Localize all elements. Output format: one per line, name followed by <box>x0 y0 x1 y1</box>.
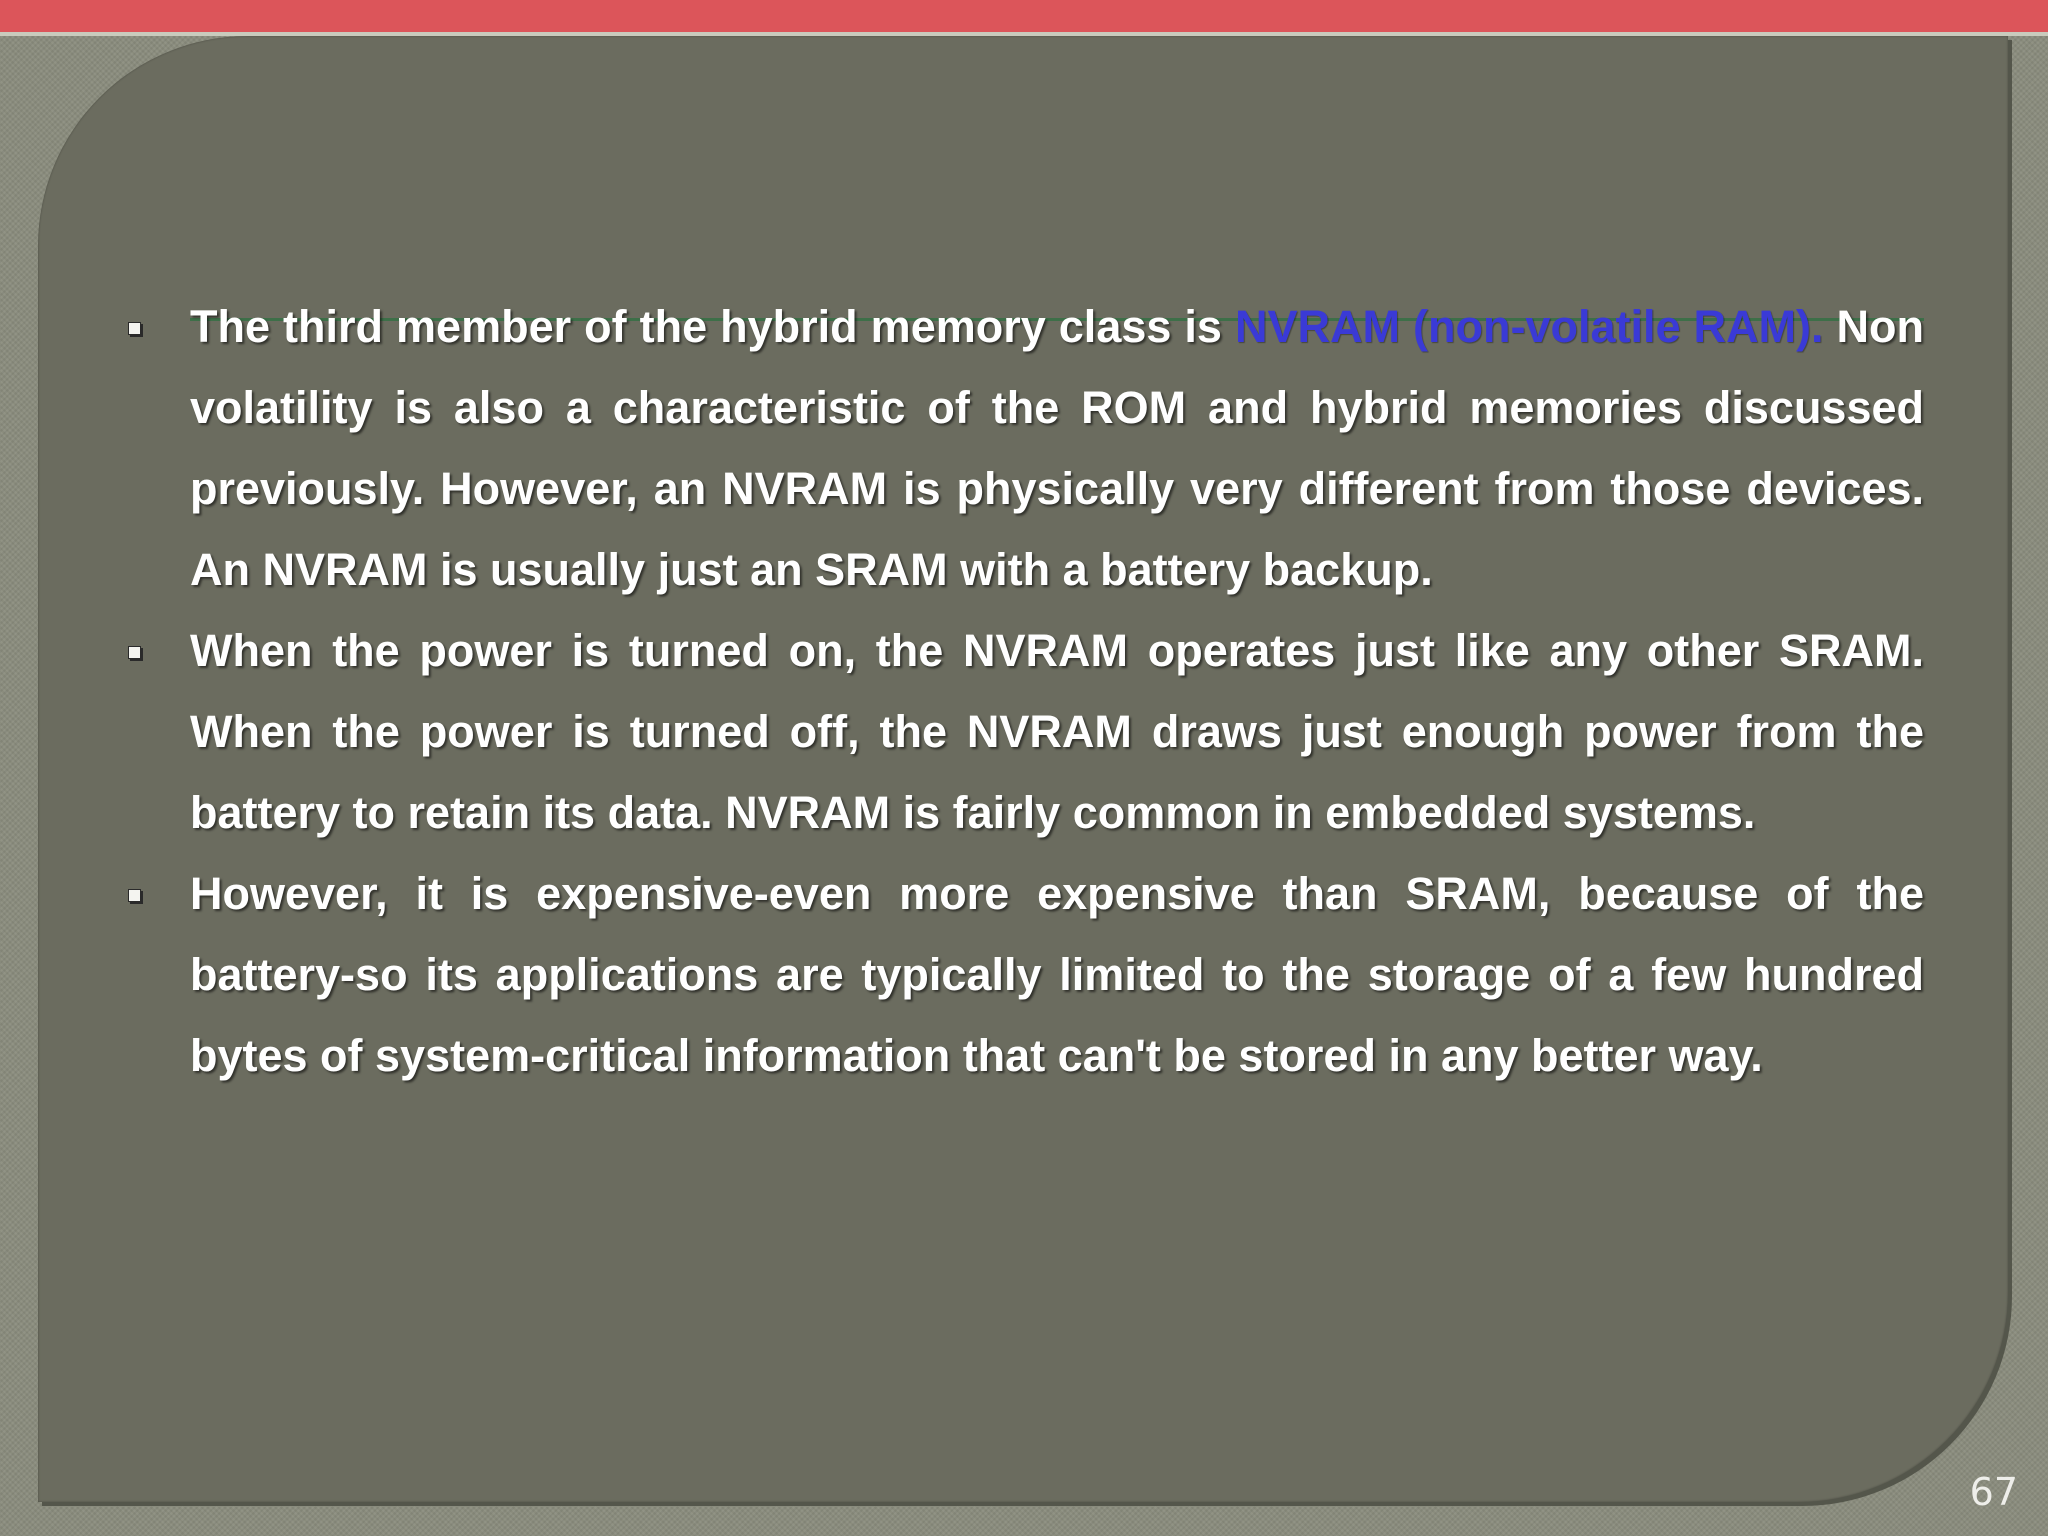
square-bullet-icon <box>128 646 141 659</box>
bullet-text-1-start: The third member of the hybrid memory class is <box>190 301 1235 352</box>
bullet-text-1-end: Non volatility is also a characteristic of the ROM and hybrid memories discussed previously. However, an NVRAM is physically very different from those devices. An NVRAM is usually just an SRAM with a battery backup. <box>190 301 1924 595</box>
page-number: 67 <box>1969 1470 2018 1514</box>
bullet-item-3 <box>120 853 1924 1096</box>
nvram-highlight: NVRAM (non-volatile RAM). <box>1234 301 1824 352</box>
bullet-text-1 <box>190 286 1924 610</box>
square-bullet-icon <box>128 889 141 902</box>
bullet-item-1 <box>120 286 1924 610</box>
top-accent-bar <box>0 0 2048 32</box>
square-bullet-icon <box>128 322 141 335</box>
bullet-text-3: However, it is expensive-even more expensive than SRAM, because of the battery-so its applications are typically limited to the storage of a few hundred bytes of system-critical information that can't be stored in any better way. <box>190 868 1924 1081</box>
bullet-item-2 <box>120 610 1924 853</box>
bullet-text-2: When the power is turned on, the NVRAM operates just like any other SRAM. When the power is turned off, the NVRAM draws just enough power from the battery to retain its data. NVRAM is fairly common in embedded systems. <box>190 625 1924 838</box>
bullet-list <box>120 286 1924 1096</box>
